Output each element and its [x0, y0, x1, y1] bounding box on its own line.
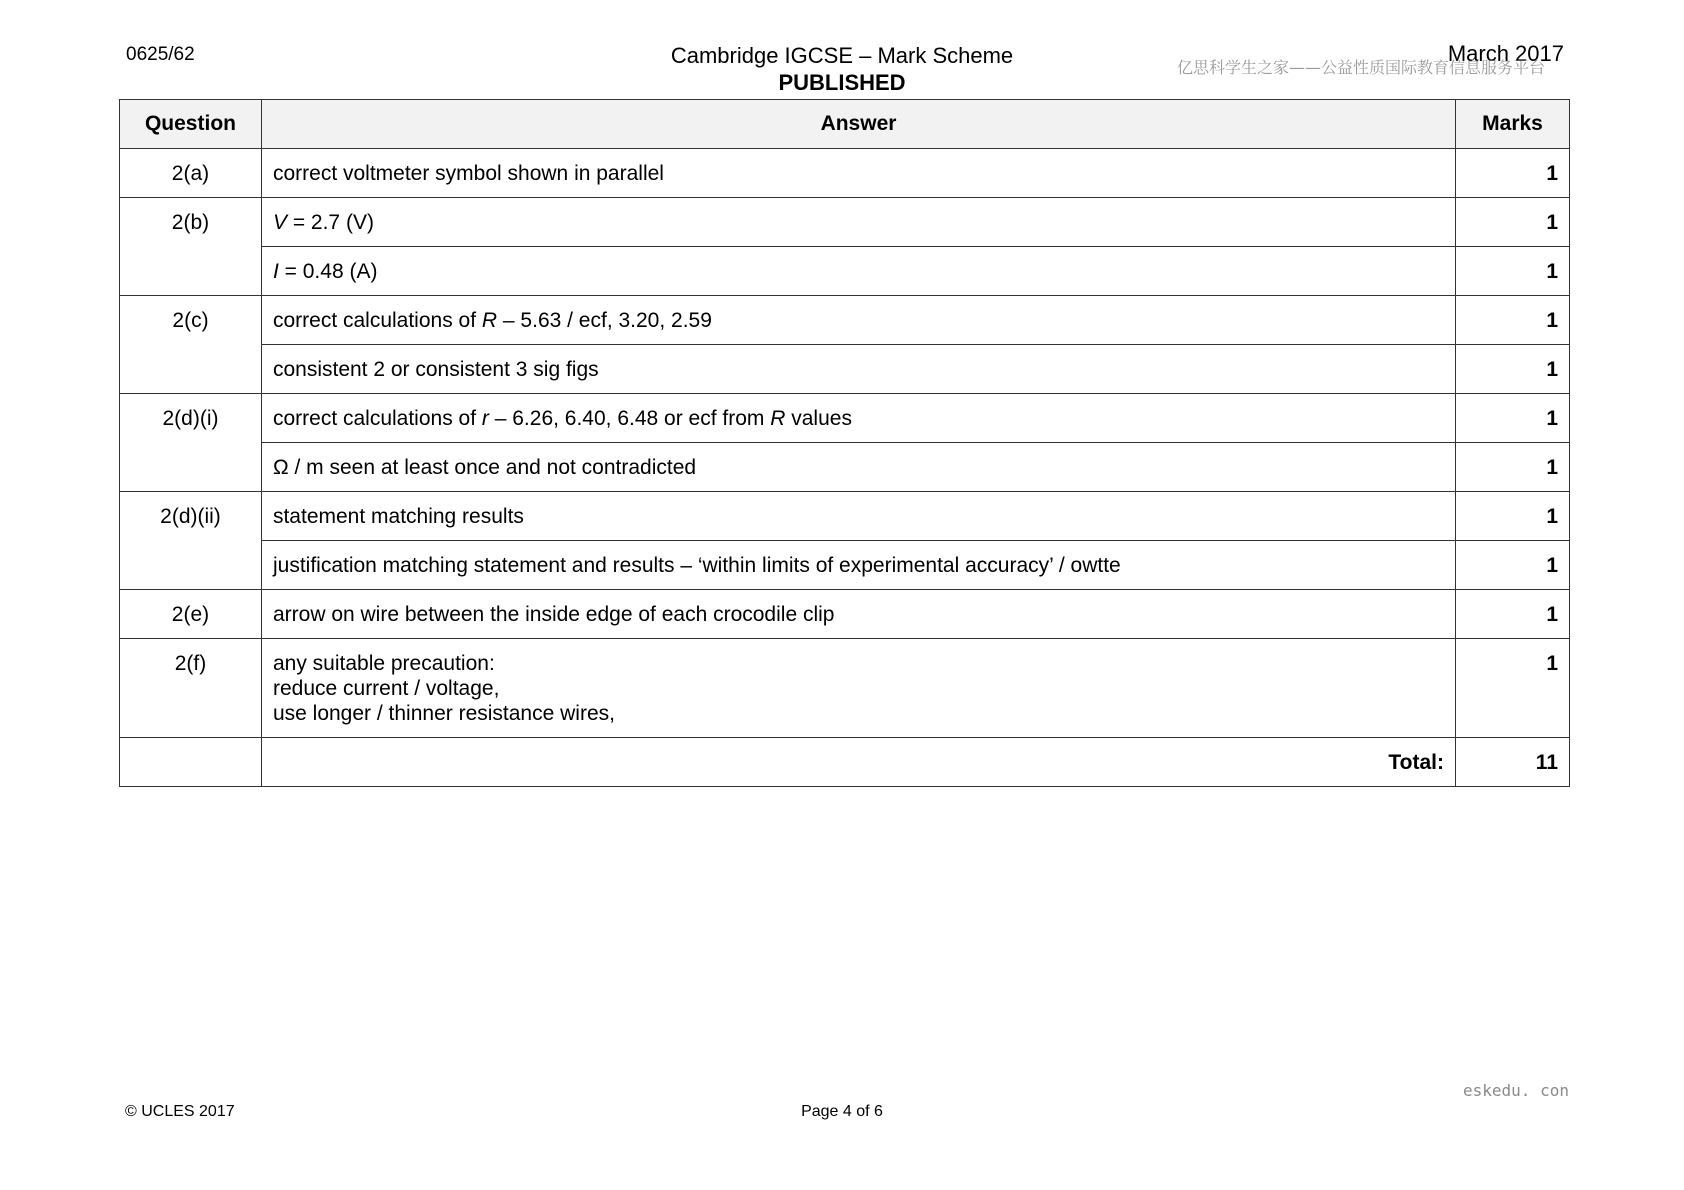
answer-cell: [261, 247, 1455, 296]
question-number: 2(c): [120, 296, 262, 394]
answer-cell: [261, 492, 1455, 541]
copyright-notice: © UCLES 2017: [125, 1103, 235, 1120]
table-row: [120, 590, 1570, 639]
question-number: 2(f): [120, 639, 262, 738]
question-number: 2(d)(i): [120, 394, 262, 492]
marks-cell: 1: [1456, 345, 1570, 394]
table-row: [120, 394, 1570, 443]
table-row: [120, 247, 1570, 296]
question-number: 2(a): [120, 149, 262, 198]
total-row: [120, 738, 1570, 787]
table-body: [120, 149, 1570, 738]
answer-text: correct calculations of: [272, 309, 482, 332]
answer-text: = 2.7 (V): [286, 211, 374, 234]
answer-cell: [261, 149, 1455, 198]
mark-scheme-table: [119, 99, 1570, 787]
total-marks: 11: [1456, 738, 1570, 787]
exam-date: March 2017: [1447, 41, 1564, 66]
question-number: 2(d)(ii): [120, 492, 262, 590]
answer-cell: [261, 345, 1455, 394]
table-row: [120, 443, 1570, 492]
answer-text: R: [770, 407, 786, 430]
answer-cell: [261, 198, 1455, 247]
marks-column-header: Marks: [1456, 100, 1570, 149]
answer-text: – 5.63 / ecf, 3.20, 2.59: [497, 309, 712, 332]
table-row: [120, 149, 1570, 198]
answer-text: correct voltmeter symbol shown in parallel: [272, 162, 664, 185]
marks-cell: 1: [1456, 394, 1570, 443]
table-row: [120, 541, 1570, 590]
total-empty-cell: [120, 738, 262, 787]
answer-text: r: [481, 407, 489, 430]
table-row: [120, 296, 1570, 345]
answer-text: arrow on wire between the inside edge of each crocodile clip: [272, 603, 835, 626]
answer-cell: [261, 443, 1455, 492]
table-row: [120, 639, 1570, 738]
question-number: 2(b): [120, 198, 262, 296]
answer-text: – 6.26, 6.40, 6.48 or ecf from: [488, 407, 771, 430]
marks-cell: 1: [1456, 590, 1570, 639]
answer-text: correct calculations of: [272, 407, 482, 430]
answer-text: values: [785, 407, 852, 430]
marks-cell: 1: [1456, 149, 1570, 198]
marks-cell: 1: [1456, 247, 1570, 296]
answer-line: reduce current / voltage,: [272, 677, 500, 700]
answer-text: consistent 2 or consistent 3 sig figs: [272, 358, 599, 381]
paper-code: 0625/62: [126, 44, 195, 65]
answer-text: = 0.48 (A): [278, 260, 378, 283]
answer-text: justification matching statement and results – ‘within limits of experimental accuracy’ / owtte: [272, 554, 1121, 577]
marks-cell: 1: [1456, 443, 1570, 492]
answer-cell: [261, 296, 1455, 345]
table-row: [120, 198, 1570, 247]
page-number: Page 4 of 6: [801, 1103, 883, 1120]
watermark-header: 亿思科学生之家——公益性质国际教育信息服务平台: [1177, 58, 1546, 77]
answer-column-header: Answer: [261, 100, 1455, 149]
document-title: Cambridge IGCSE – Mark Scheme: [670, 43, 1014, 68]
marks-cell: 1: [1456, 541, 1570, 590]
answer-text: I: [272, 260, 279, 283]
question-column-header: Question: [120, 100, 262, 149]
answer-line: any suitable precaution:: [272, 652, 495, 675]
answer-text: Ω / m seen at least once and not contradicted: [272, 456, 697, 479]
question-number: 2(e): [120, 590, 262, 639]
marks-cell: 1: [1456, 198, 1570, 247]
answer-cell: [261, 590, 1455, 639]
answer-text: statement matching results: [272, 505, 524, 528]
marks-cell: 1: [1456, 492, 1570, 541]
marks-cell: 1: [1456, 639, 1570, 738]
watermark-footer: eskedu. con: [1463, 1081, 1569, 1100]
answer-line: use longer / thinner resistance wires,: [272, 702, 615, 725]
table-row: [120, 345, 1570, 394]
answer-cell: [261, 639, 1455, 738]
answer-text: R: [481, 309, 498, 332]
answer-cell: [261, 541, 1455, 590]
answer-text: V: [272, 211, 287, 234]
total-label: Total:: [261, 738, 1455, 787]
publication-status: PUBLISHED: [778, 70, 906, 95]
answer-cell: [261, 394, 1455, 443]
table-row: [120, 492, 1570, 541]
table-header-row: [120, 100, 1570, 149]
marks-cell: 1: [1456, 296, 1570, 345]
